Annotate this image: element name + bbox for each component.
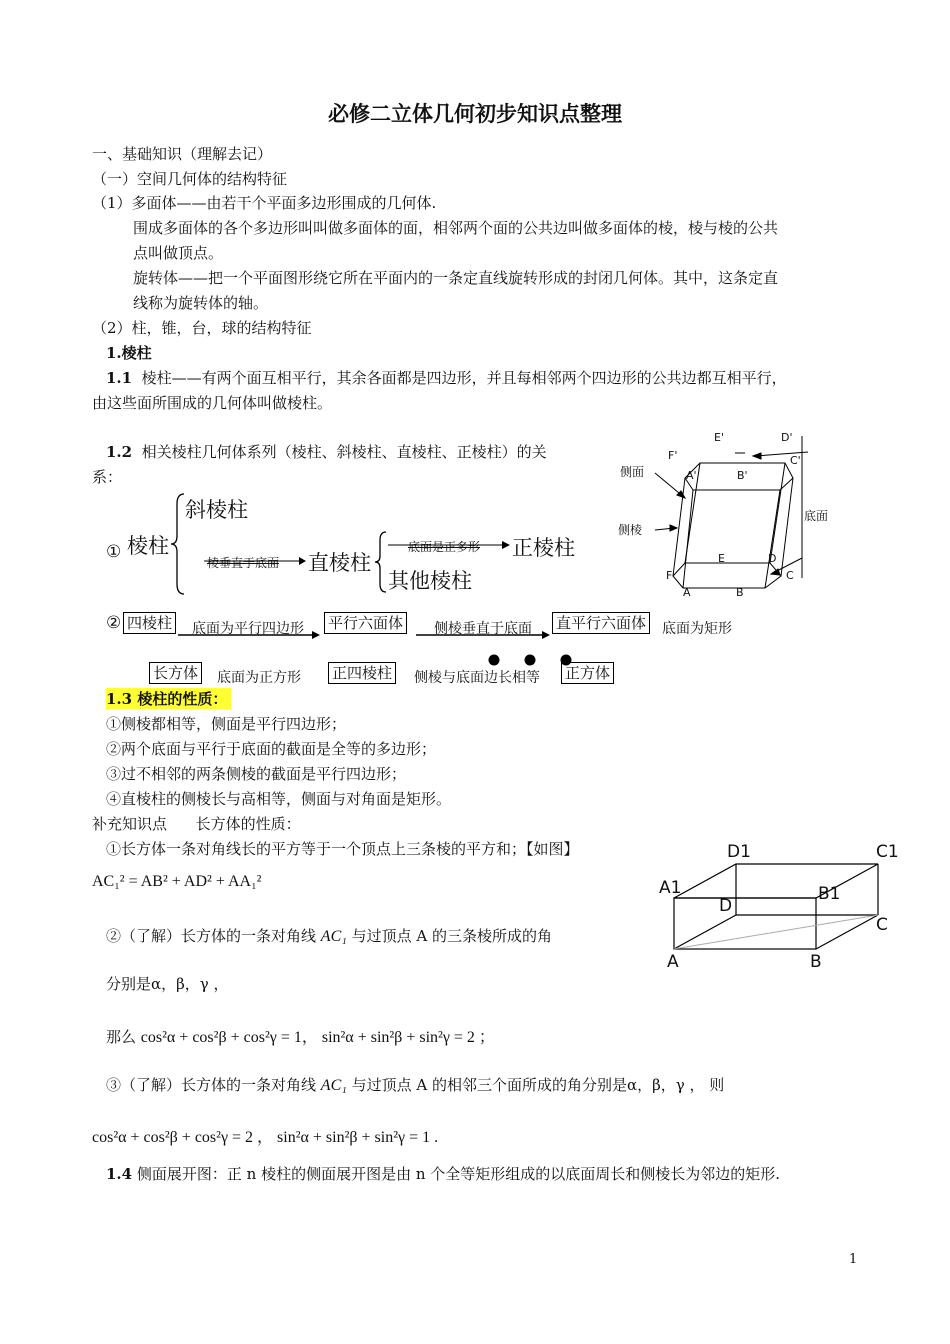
tree-circle-1: ① [106,542,122,562]
cuboid-property-2b: 与过顶点 A 的三条棱所成的角 [351,927,552,945]
cuboid-property-3 [106,1074,724,1095]
structure-heading: （2）柱，锥，台，球的结构特征 [92,319,312,337]
cuboid-label-A1: A1 [659,878,682,898]
properties-heading: 1.3 棱柱的性质： [106,688,231,709]
prism-label-E: E [718,552,725,565]
cuboid-label-B: B [810,952,822,972]
prism-label-A: A [683,586,691,599]
prism-label-F1: F' [668,449,678,462]
chain-box-cuboid: 长方体 [149,662,202,684]
chain-box-regular-quad-prism: 正四棱柱 [328,662,396,684]
then-label: 那么 [106,1028,137,1046]
relation-line-2: 系： [92,468,123,486]
cuboid-property-3b: 与过顶点 A 的相邻三个面所成的角分别是α，β，γ ， 则 [351,1076,725,1094]
cuboid-property-2a: ②（了解）长方体的一条对角线 [106,927,317,945]
cuboid-property-2 [106,925,552,946]
section-heading: 一、基础知识（理解去记） [92,145,273,163]
cuboid-properties-label: 长方体的性质： [195,815,301,833]
prism-def-2: 由这些面所围成的几何体叫做棱柱。 [92,394,333,412]
lateral-development-text: 侧面展开图：正 n 棱柱的侧面展开图是由 n 个全等矩形组成的以底面周长和侧棱长为邻边的矩形. [136,1165,781,1183]
formula-cos-sin-2: cos²α + cos²β + cos²γ = 2 ， sin²α + sin²β + sin²γ = 1 . [92,1129,439,1146]
cuboid-label-D: D [719,896,733,916]
chain-label-4: 底面为正方形 [217,670,301,686]
relation-num: 1.2 [106,443,133,461]
tree-regular-prism: 正棱柱 [512,536,575,560]
diagonal-var-2: AC₁ [320,1077,347,1094]
chain-label-1: 底面为平行四边形 [192,621,304,637]
chain-arrow-1 [178,630,320,640]
lateral-development [106,1163,780,1184]
prism-side-edge-label: 侧棱 [618,523,643,537]
formula-line-1 [106,1024,495,1047]
prism-label-B1: B' [737,469,748,482]
prism-label-D1: D' [781,431,793,444]
prism-label-D: D [768,552,777,565]
tree-right-prism: 直棱柱 [308,551,371,575]
page-title: 必修二立体几何初步知识点整理 [328,101,622,126]
relation-line-1 [106,441,547,462]
prism-def-1 [106,367,787,388]
polyhedron-def: （1）多面体——由若干个平面多边形围成的几何体. [92,194,437,212]
property-1: ①侧棱都相等，侧面是平行四边形； [106,715,347,733]
cuboid-label-B1: B1 [818,884,841,904]
cuboid-label-C1: C1 [876,842,899,862]
chain-box-quad-prism: 四棱柱 [123,612,176,634]
relation-text: 相关棱柱几何体系列（棱柱、斜棱柱、直棱柱、正棱柱）的关 [141,443,547,461]
polyhedron-desc-1: 围成多面体的各个多边形叫叫做多面体的面，相邻两个面的公共边叫做多面体的棱，棱与棱的公共 [133,219,779,237]
tree-root-prism: 棱柱 [127,534,169,558]
chain-box-right-parallelepiped: 直平行六面体 [552,612,650,634]
formula-cos-sin-1: cos²α + cos²β + cos²γ = 1， sin²α + sin²β + sin²γ = 2 ； [140,1029,495,1046]
supplement-label: 补充知识点 [92,815,168,833]
tree-arrow2 [388,540,510,550]
prism-label-E1: E' [714,431,724,444]
tree-other-prism: 其他棱柱 [388,569,472,593]
polyhedron-desc-2: 点叫做顶点。 [133,244,224,262]
chain-arrow-2 [416,630,550,640]
chain-circle-2: ② [106,613,122,633]
prism-heading: 1.棱柱 [106,344,152,362]
tree-oblique-prism: 斜棱柱 [185,498,248,522]
property-3: ③过不相邻的两条侧棱的截面是平行四边形； [106,765,407,783]
page-number: 1 [849,1252,858,1267]
chain-label-2: 侧棱垂直于底面 [434,621,532,637]
cuboid-figure [660,855,890,960]
solid-of-revolution-2: 线称为旋转体的轴。 [133,294,269,312]
subsection-heading: （一）空间几何体的结构特征 [92,170,288,188]
cuboid-label-D1: D1 [727,842,751,862]
prism-base-label: 底面 [804,509,829,523]
tree-arrow1 [204,556,306,566]
chain-box-cube: 正方体 [561,662,614,684]
angles-line: 分别是α，β，γ ， [106,975,229,993]
prism-side-face-label: 侧面 [620,465,645,479]
supplement-heading [92,813,301,834]
cuboid-property-3a: ③（了解）长方体的一条对角线 [106,1076,317,1094]
formula-diagonal: AC₁² = AB² + AD² + AA₁² [92,873,262,890]
prism-label-C1: C' [790,454,801,467]
cuboid-property-1: ①长方体一条对角线长的平方等于一个顶点上三条棱的平方和；【如图】 [106,840,579,858]
chain-label-3: 底面为矩形 [662,621,732,637]
property-4: ④直棱柱的侧棱长与高相等，侧面与对角面是矩形。 [106,790,452,808]
cuboid-label-A: A [667,952,679,972]
prism-def-num: 1.1 [106,369,133,387]
solid-of-revolution-1: 旋转体——把一个平面图形绕它所在平面内的一条定直线旋转形成的封闭几何体。其中，这条定直 [133,269,779,287]
tree-arrow1-label: 棱垂直于底面 [207,556,280,570]
tree-arrow2-label: 底面是正多形 [408,540,481,554]
property-2: ②两个底面与平行于底面的截面是全等的多边形； [106,740,437,758]
prism-label-A1: A' [686,469,697,482]
prism-def-text: 棱柱——有两个面互相平行，其余各面都是四边形，并且每相邻两个四边形的公共边都互相平行， [141,369,787,387]
prism-label-F: F [666,569,673,582]
prism-label-C: C [786,569,794,582]
prism-label-B: B [736,586,744,599]
diagonal-var-1: AC₁ [320,928,347,945]
chain-label-5: 侧棱与底面边长相等 [414,670,540,686]
lateral-development-num: 1.4 [106,1165,133,1183]
chain-box-parallelepiped: 平行六面体 [324,612,407,634]
cuboid-label-C: C [876,915,888,935]
